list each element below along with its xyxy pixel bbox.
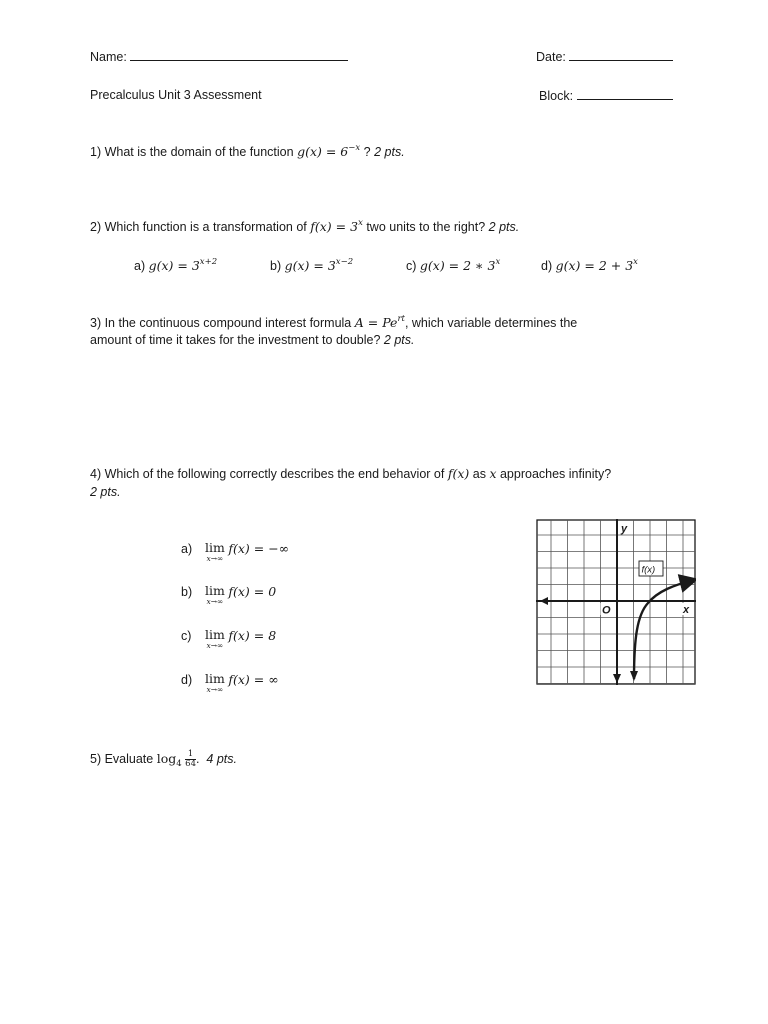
limit-expression: f(x) = ∞ <box>228 672 279 687</box>
lim-word: lim <box>205 583 225 598</box>
date-field <box>536 49 673 64</box>
q2-choice-a[interactable] <box>134 258 217 273</box>
choice-label: d) <box>181 673 193 687</box>
q2-text: 2) Which function is a transformation of <box>90 220 307 234</box>
q2-choice-d[interactable] <box>541 258 638 273</box>
choice-label: d) <box>541 259 553 273</box>
q2-choice-c[interactable] <box>406 258 500 273</box>
q2-exponent: x <box>358 218 363 228</box>
q4-choice-a[interactable] <box>181 541 289 563</box>
fraction-numerator: 1 <box>185 750 196 760</box>
q1-points: 2 pts. <box>374 145 405 159</box>
q4-choice-c[interactable] <box>181 628 276 650</box>
q3-text: 3) In the continuous compound interest formula <box>90 316 352 330</box>
name-label: Name: <box>90 50 127 64</box>
question-5 <box>90 750 237 769</box>
choice-expression: g(x) = 2 + 3 <box>555 258 634 273</box>
origin-label: O <box>602 604 611 617</box>
limit-expression: f(x) = −∞ <box>228 541 290 556</box>
choice-expression: g(x) = 2 ∗ 3 <box>419 258 496 273</box>
choice-label: a) <box>134 259 146 273</box>
q3-suffix: , which variable determines the <box>404 316 578 330</box>
q1-suffix: ? <box>360 145 371 159</box>
block-label: Block: <box>539 89 574 103</box>
q4-fx: f(x) <box>447 466 470 481</box>
date-blank[interactable] <box>569 49 673 61</box>
limit-operator <box>205 628 225 650</box>
q4-choice-b[interactable] <box>181 584 276 606</box>
question-4 <box>90 466 611 481</box>
block-blank[interactable] <box>577 88 673 100</box>
q4-x: x <box>489 466 497 481</box>
q1-exponent: −x <box>348 143 361 153</box>
question-3 <box>90 315 577 330</box>
choice-exponent: x−2 <box>335 257 354 267</box>
choice-exponent: x <box>495 257 501 267</box>
name-field <box>90 49 348 64</box>
lim-subscript: x→∞ <box>206 554 224 563</box>
q4-text: 4) Which of the following correctly describes the end behavior of <box>90 467 445 481</box>
name-blank[interactable] <box>130 49 348 61</box>
choice-label: b) <box>270 259 282 273</box>
limit-expression: f(x) = 0 <box>228 584 277 599</box>
limit-expression: f(x) = 8 <box>228 628 277 643</box>
q4-text-mid: as <box>469 467 490 481</box>
lim-word: lim <box>205 627 225 642</box>
lim-subscript: x→∞ <box>206 597 224 606</box>
lim-word: lim <box>205 671 225 686</box>
limit-operator <box>205 541 225 563</box>
choice-label: c) <box>406 259 417 273</box>
choice-expression: g(x) = 3 <box>284 258 336 273</box>
limit-operator <box>205 584 225 606</box>
y-axis-label: y <box>621 523 628 535</box>
choice-label: b) <box>181 585 193 599</box>
q1-function: g(x) = 6 <box>297 144 349 159</box>
question-2 <box>90 219 519 234</box>
q4-choice-d[interactable] <box>181 672 279 694</box>
q2-points: 2 pts. <box>488 220 520 234</box>
question-3-line-2 <box>90 333 415 347</box>
q5-points: 4 pts. <box>206 751 237 766</box>
q3-formula: A = Pe <box>354 315 398 330</box>
q5-log: log <box>156 750 177 766</box>
date-label: Date: <box>536 50 566 64</box>
q1-text: 1) What is the domain of the function <box>90 145 294 159</box>
q2-choice-b[interactable] <box>270 258 353 273</box>
fraction-denominator: 64 <box>185 759 196 769</box>
choice-exponent: x <box>633 257 638 267</box>
limit-operator <box>205 672 225 694</box>
choice-exponent: x+2 <box>199 257 218 267</box>
choice-expression: g(x) = 3 <box>148 258 200 273</box>
q4-points: 2 pts. <box>90 485 121 499</box>
block-field <box>539 88 673 103</box>
question-1 <box>90 144 405 159</box>
lim-subscript: x→∞ <box>206 685 224 694</box>
curve-label: f(x) <box>641 564 656 576</box>
page-title: Precalculus Unit 3 Assessment <box>90 88 262 102</box>
q3-points: 2 pts. <box>383 333 415 347</box>
q5-period: . <box>195 751 200 766</box>
choice-label: a) <box>181 542 193 556</box>
x-axis-label: x <box>683 604 690 616</box>
q5-log-base: 4 <box>176 758 182 769</box>
q5-text: 5) Evaluate <box>90 751 154 766</box>
q2-suffix: two units to the right? <box>362 220 486 234</box>
q3-exponent: rt <box>397 314 405 324</box>
q2-function: f(x) = 3 <box>310 219 359 234</box>
q3-text-line2: amount of time it takes for the investment to double? <box>90 333 381 347</box>
function-graph <box>536 519 696 685</box>
choice-label: c) <box>181 629 192 643</box>
lim-word: lim <box>205 540 225 555</box>
lim-subscript: x→∞ <box>206 641 224 650</box>
q5-fraction <box>185 750 196 769</box>
q4-text-suffix: approaches infinity? <box>496 467 612 481</box>
